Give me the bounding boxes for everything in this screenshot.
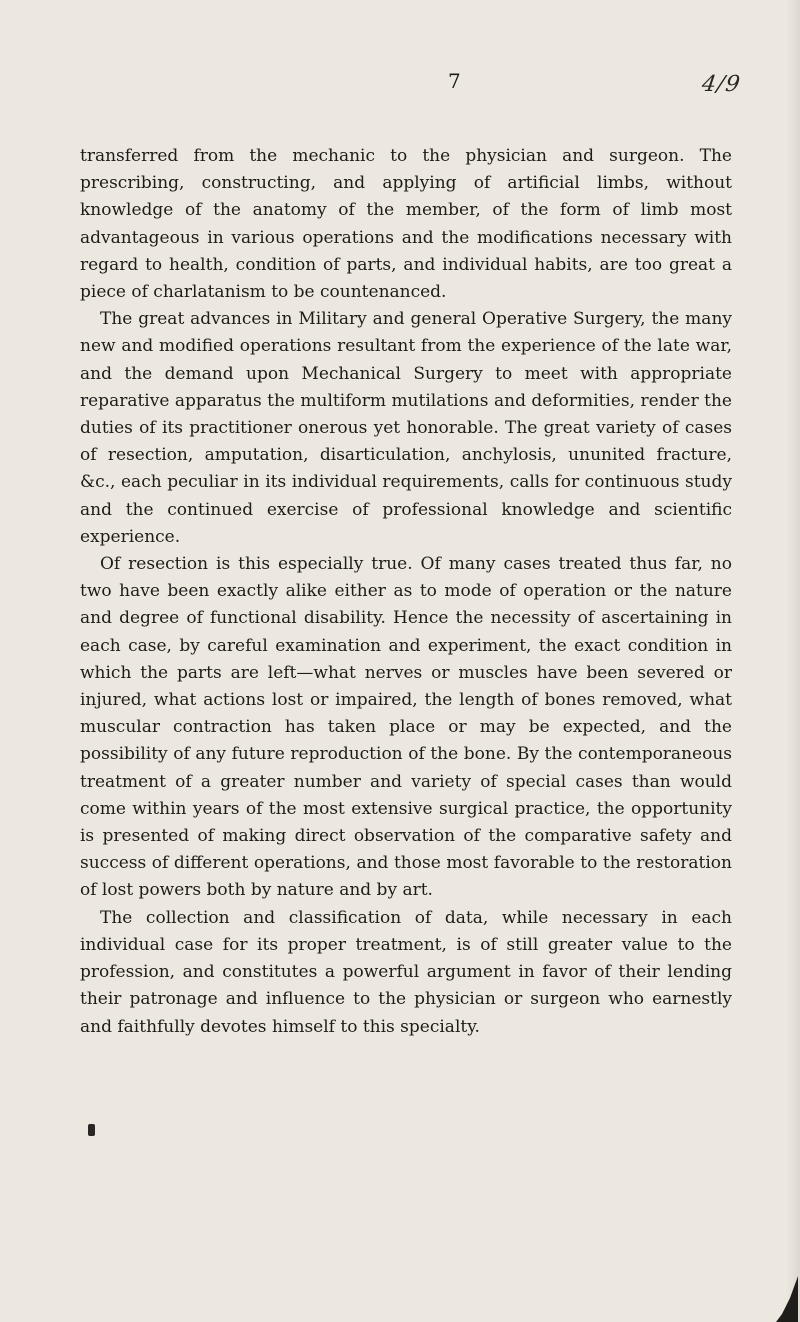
body-text <box>80 143 732 1041</box>
corner-ink-mark <box>772 1276 798 1322</box>
paragraph-4: The collection and classification of data, while necessary in each individual case for its proper treatment, is of still greater value to the profession, and constitutes a powerful argument in favor of their lending their patronage and influence to the physician or surgeon who earnestly and faithfully devotes himself to this specialty. <box>80 907 732 1037</box>
paragraph-1: transferred from the mechanic to the physician and surgeon. The prescribing, constructing, and applying of artificial limbs, without knowledge of the anatomy of the member, of the form of limb most advantageous in various operations and the modifications necessary with regard to health, condition of parts, and individual habits, are too great a piece of charlatanism to be countenanced. <box>80 146 732 303</box>
paragraph-3: Of resection is this especially true. Of many cases treated thus far, no two have been exactly alike either as to mode of operation or the nature and degree of functional disability. Hence the necessity of ascertaining in each case, by careful examination and experiment, the exact condition in which the parts are left—what nerves or muscles have been severed or injured, what actions lost or impaired, the length of bones removed, what muscular contraction has taken place or may be expected, and the possibility of any future reproduction of the bone. By the contemporaneous treatment of a greater number and variety of special cases than would come within years of the most extensive surgical practice, the opportunity is presented of making direct observation of the comparative safety and success of different operations, and those most favorable to the restoration of lost powers both by nature and by art. <box>80 554 732 901</box>
paragraph-2: The great advances in Military and general Operative Surgery, the many new and modified operations resultant from the experience of the late war, and the demand upon Mechanical Surgery to meet with appropriate reparative apparatus the multiform mutilations and deformities, render the duties of its practitioner onerous yet honorable. The great variety of cases of resection, amputation, disarticulation, anchylosis, ununited fracture, &c., each peculiar in its individual requirements, calls for continuous study and the continued exercise of professional knowledge and scientific experience. <box>80 309 732 547</box>
page-edge-shadow <box>786 0 800 1322</box>
page-number: 7 <box>448 69 461 93</box>
handwritten-annotation: 4/9 <box>700 72 743 97</box>
ink-smudge <box>88 1124 95 1136</box>
